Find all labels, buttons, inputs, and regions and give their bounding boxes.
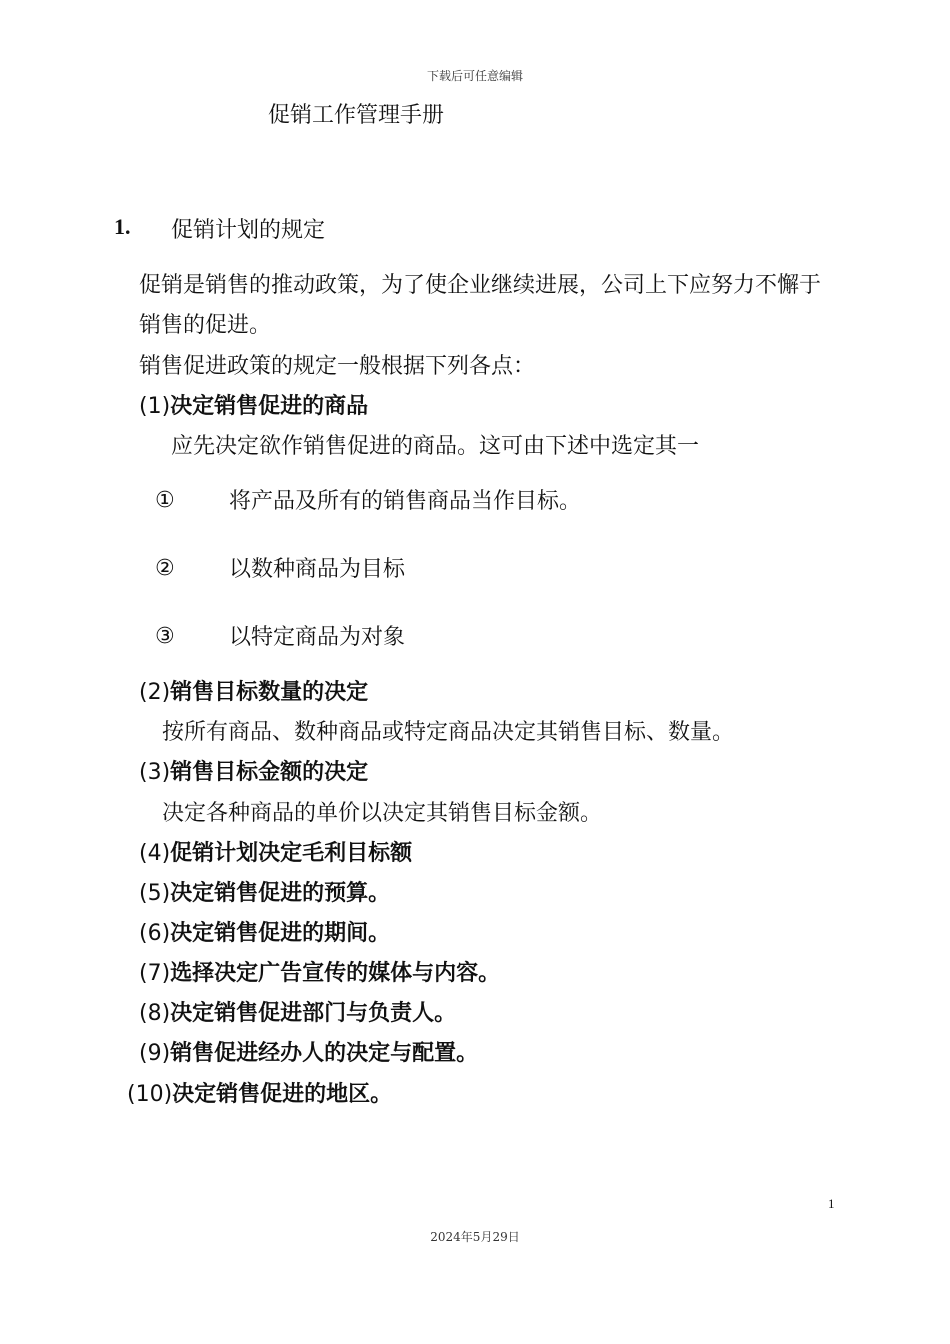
footer-date: 2024年5月29日 — [430, 1230, 520, 1244]
item-title: 销售目标金额的决定 — [170, 760, 369, 785]
item-title: 决定销售促进部门与负责人。 — [170, 1001, 457, 1026]
item-label: (8) — [139, 1001, 171, 1026]
item-title: 促销计划决定毛利目标额 — [170, 841, 413, 866]
item-title: 决定销售促进的预算。 — [170, 881, 391, 906]
item-title: 销售促进经办人的决定与配置。 — [170, 1041, 479, 1066]
item-title: 销售目标数量的决定 — [170, 680, 369, 705]
item-title: 决定销售促进的期间。 — [170, 921, 391, 946]
option-text: 以特定商品为对象 — [229, 625, 406, 650]
item-label: (4) — [139, 841, 171, 866]
list-item — [139, 673, 368, 713]
list-item — [127, 1075, 392, 1115]
item-label: (7) — [139, 961, 171, 986]
option-mark: ③ — [155, 624, 175, 649]
item-title: 决定销售促进的地区。 — [172, 1082, 393, 1107]
item-label: (5) — [139, 881, 171, 906]
section-title: 促销计划的规定 — [171, 218, 326, 243]
item-label: (9) — [139, 1041, 171, 1066]
list-item — [139, 753, 368, 793]
item-label: (6) — [139, 921, 171, 946]
basis-line: 销售促进政策的规定一般根据下列各点： — [139, 354, 536, 379]
intro-line-1: 促销是销售的推动政策，为了使企业继续进展，公司上下应努力不懈于 — [139, 273, 822, 298]
item-label: (3) — [139, 760, 171, 785]
list-item — [139, 874, 390, 914]
list-item — [139, 954, 500, 994]
item-description: 按所有商品、数种商品或特定商品决定其销售目标、数量。 — [162, 720, 735, 745]
item-label: (1) — [139, 394, 171, 419]
option-text: 以数种商品为目标 — [229, 557, 406, 582]
page-number: 1 — [828, 1196, 835, 1211]
list-item — [139, 914, 390, 954]
intro-line-2: 销售的促进。 — [139, 313, 272, 338]
option-text: 将产品及所有的销售商品当作目标。 — [229, 489, 582, 514]
list-item — [139, 834, 412, 874]
list-item — [139, 387, 368, 427]
item-title: 选择决定广告宣传的媒体与内容。 — [170, 961, 501, 986]
item-label: (10) — [127, 1082, 173, 1107]
option-mark: ① — [155, 488, 175, 513]
item-description: 决定各种商品的单价以决定其销售目标金额。 — [162, 801, 603, 826]
option-mark: ② — [155, 556, 175, 581]
item-description: 应先决定欲作销售促进的商品。这可由下述中选定其一 — [171, 434, 700, 459]
item-title: 决定销售促进的商品 — [170, 394, 369, 419]
list-item — [139, 994, 456, 1034]
section-number: 1. — [114, 214, 131, 239]
list-item — [139, 1034, 478, 1074]
item-label: (2) — [139, 680, 171, 705]
header-note: 下载后可任意编辑 — [426, 69, 523, 83]
document-title: 促销工作管理手册 — [268, 103, 445, 128]
